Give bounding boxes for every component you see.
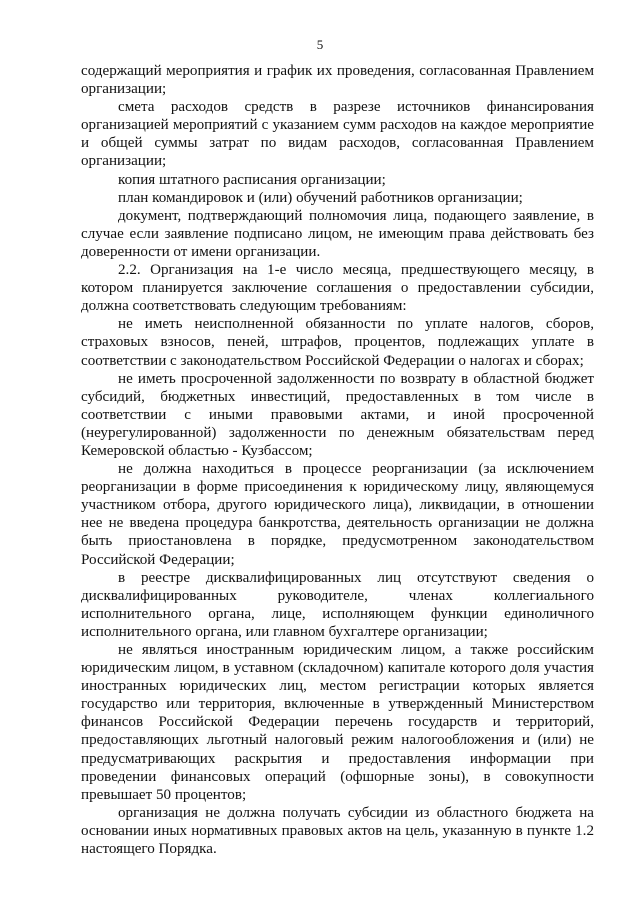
paragraph-travel-plan: план командировок и (или) обучений работников организации; [118, 189, 523, 206]
paragraph-no-other-subsidies: организация не должна получать субсидии из областного бюджета на основании иных нормативных правовых актов на цель, указанную в пункте 1.2 настоящего Порядка. [81, 804, 594, 858]
page-number: 5 [316, 37, 324, 52]
paragraph-not-foreign-entity: не являться иностранным юридическим лицом, а также российским юридическим лицом, в уставном (складочном) капитале которого доля участия иностранных юридических лиц, местом регистрации которых является государство или территория, включенные в утвержденный Министерством финансов Российской Федерации перечень государств и территорий, предоставляющих льготный налоговый режим налогообложения и (или) не предусматривающих раскрытия и предоставления информации при проведении финансовых операций (офшорные зоны), в совокупности превышает 50 процентов; [81, 642, 594, 803]
paragraph-no-reorganization: не должна находиться в процессе реорганизации (за исключением реорганизации в форме присоединения к юридическому лицу, являющемуся участником отбора, другого юридического лица), ликвидации, в отношении нее не введена процедура банкротства, деятельность организации не должна быть приостановлена в порядке, предусмотренном законодательством Российской Федерации; [81, 461, 594, 568]
paragraph-staff-schedule: копия штатного расписания организации; [118, 171, 386, 188]
paragraph-authority-document: документ, подтверждающий полномочия лица, подающего заявление, в случае если заявление подписано лицом, не имеющим права действовать без доверенности от имени организации. [81, 207, 594, 260]
paragraph-section-2-2: 2.2. Организация на 1-е число месяца, предшествующего месяцу, в котором планируется заключение соглашения о предоставлении субсидии, должна соответствовать следующим требованиям: [81, 262, 594, 315]
paragraph-no-budget-debt: не иметь просроченной задолженности по возврату в областной бюджет субсидий, бюджетных инвестиций, предоставленных в том числе в соответствии с иными правовыми актами, и иной просроченной (неурегулированной) задолженности по денежным обязательствам перед Кемеровской областью - Кузбассом; [81, 370, 594, 459]
paragraph-disqualified-registry: в реестре дисквалифицированных лиц отсутствуют сведения о дисквалифицированных руководителе, членах коллегиального исполнительного органа, лице, исполняющем функции единоличного исполнительного органа, или главном бухгалтере организации; [81, 569, 594, 640]
paragraph-cost-estimate: смета расходов средств в разрезе источников финансирования организацией мероприятий с указанием сумм расходов на каждое мероприятие и общей суммы затрат по видам расходов, согласованная Правлением организации; [81, 99, 594, 170]
paragraph-no-tax-debt: не иметь неисполненной обязанности по уплате налогов, сборов, страховых взносов, пеней, штрафов, процентов, подлежащих уплате в соответствии с законодательством Российской Федерации о налогах и сборах; [81, 316, 594, 369]
document-body [81, 62, 594, 858]
paragraph-continuation: содержащий мероприятия и график их проведения, согласованная Правлением организации; [81, 63, 594, 98]
